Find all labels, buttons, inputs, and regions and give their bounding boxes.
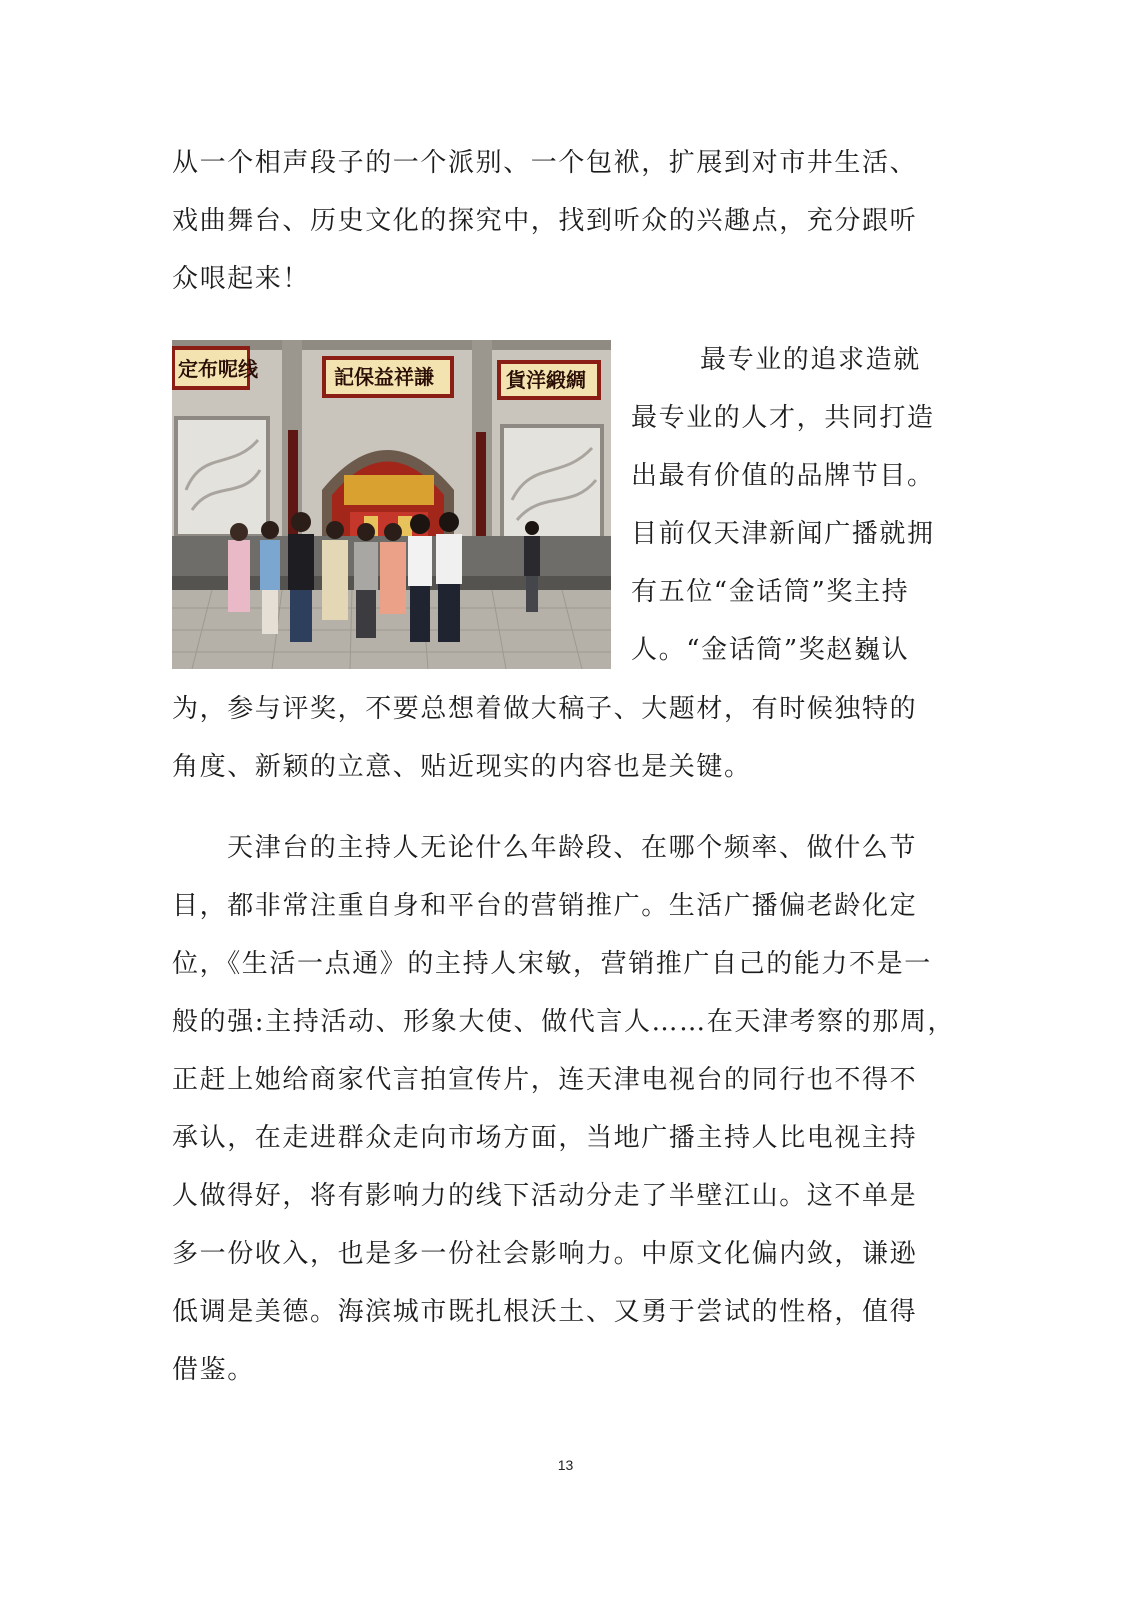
text-line: 戏曲舞台、历史文化的探究中，找到听众的兴趣点，充分跟听: [172, 206, 918, 236]
text-line: 正赶上她给商家代言拍宣传片，连天津电视台的同行也不得不: [172, 1065, 918, 1095]
sign-left-text: 定布呢线: [178, 357, 258, 381]
text-line: 目前仅天津新闻广播就拥: [631, 519, 935, 549]
text-line: 角度、新颖的立意、贴近现实的内容也是关键。: [172, 752, 752, 782]
text-line: 承认，在走进群众走向市场方面，当地广播主持人比电视主持: [172, 1123, 918, 1153]
text-line: 目，都非常注重自身和平台的营销推广。生活广播偏老龄化定: [172, 891, 918, 921]
text-line: 天津台的主持人无论什么年龄段、在哪个频率、做什么节: [227, 833, 918, 863]
text-line: 最专业的人才，共同打造: [631, 403, 935, 433]
text-line: 般的强:主持活动、形象大使、做代言人……在天津考察的那周，: [172, 1007, 956, 1037]
text-line: 多一份收入，也是多一份社会影响力。中原文化偏内敛，谦逊: [172, 1239, 918, 1269]
text-line: 出最有价值的品牌节目。: [631, 461, 935, 491]
text-line: 有五位“金话筒”奖主持: [631, 577, 910, 607]
text-line: 最专业的追求造就: [700, 345, 921, 375]
group-photo: [172, 340, 611, 669]
text-line: 低调是美德。海滨城市既扎根沃土、又勇于尝试的性格，值得: [172, 1297, 918, 1327]
text-line: 众哏起来！: [172, 264, 311, 294]
sign-right-text: 貨洋緞綢: [506, 368, 586, 392]
text-line: 为，参与评奖，不要总想着做大稿子、大题材，有时候独特的: [172, 694, 918, 724]
text-line: 人。“金话筒”奖赵巍认: [631, 635, 910, 665]
text-line: 借鉴。: [172, 1355, 255, 1385]
text-line: 从一个相声段子的一个派别、一个包袱，扩展到对市井生活、: [172, 148, 918, 178]
sign-center-text: 記保益祥謙: [334, 365, 434, 389]
text-line: 人做得好，将有影响力的线下活动分走了半壁江山。这不单是: [172, 1181, 918, 1211]
text-line: 位，《生活一点通》的主持人宋敏，营销推广自己的能力不是一: [172, 949, 932, 979]
page-number: 13: [557, 1457, 574, 1473]
